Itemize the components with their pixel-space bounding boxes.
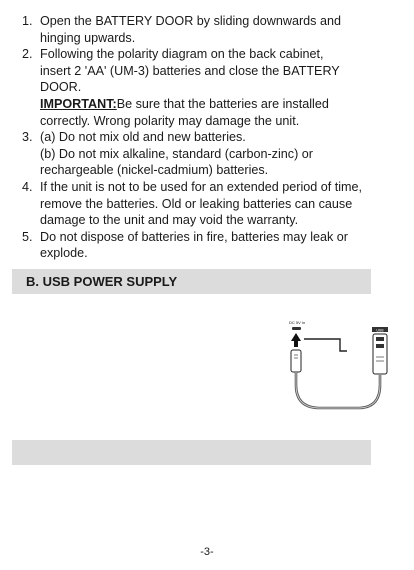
page-number: -3- <box>200 546 214 558</box>
step-line: (b) Do not mix alkaline, standard (carbon-zinc) or <box>40 146 313 161</box>
important-label: IMPORTANT: <box>40 96 117 111</box>
section-c-header <box>12 440 371 465</box>
step-1 <box>22 13 406 46</box>
step-line: Open the BATTERY DOOR by sliding downwards and <box>40 14 341 28</box>
step-number: 5. <box>22 229 33 244</box>
section-title: B. USB POWER SUPPLY <box>26 274 178 289</box>
step-line: insert 2 'AA' (UM-3) batteries and close the BATTERY <box>40 63 340 78</box>
micro-usb-plug <box>291 350 301 372</box>
step-line: Do not dispose of batteries in fire, batteries may leak or <box>40 229 348 244</box>
usb-cable-diagram <box>270 313 390 413</box>
step-line: explode. <box>40 246 88 261</box>
step-line: Following the polarity diagram on the back cabinet, <box>40 47 324 62</box>
important-text: correctly. Wrong polarity may damage the unit. <box>40 113 300 128</box>
step-line: remove the batteries. Old or leaking batteries can cause <box>40 196 353 211</box>
step-number: 1. <box>22 14 33 28</box>
usb-a-contacts <box>376 344 384 348</box>
step-line: rechargeable (nickel-cadmium) batteries. <box>40 163 269 178</box>
up-arrow-icon <box>291 333 301 347</box>
step-number: 2. <box>22 47 33 62</box>
step-5 <box>22 229 406 262</box>
step-number: 3. <box>22 130 33 145</box>
step-number: 4. <box>22 179 33 194</box>
step-line: damage to the unit and may void the warranty. <box>40 213 299 228</box>
plug-label: USB <box>376 328 384 333</box>
battery-instructions <box>22 13 406 262</box>
important-note <box>40 96 406 113</box>
step-4 <box>22 179 406 229</box>
usb-cable <box>296 372 380 408</box>
usb-a-contacts <box>376 337 384 341</box>
section-b-header <box>12 269 371 294</box>
usb-cable-highlight <box>296 372 380 408</box>
step-3 <box>22 129 406 179</box>
step-line: (a) Do not mix old and new batteries. <box>40 130 246 145</box>
important-text: Be sure that the batteries are installed <box>116 96 329 111</box>
device-outline <box>304 339 347 351</box>
step-line: If the unit is not to be used for an extended period of time, <box>40 179 363 194</box>
port-socket <box>292 327 301 330</box>
port-label: DC 5V In <box>289 320 306 325</box>
step-2 <box>22 46 406 129</box>
step-line: DOOR. <box>40 80 82 95</box>
step-line: hinging upwards. <box>40 30 136 45</box>
